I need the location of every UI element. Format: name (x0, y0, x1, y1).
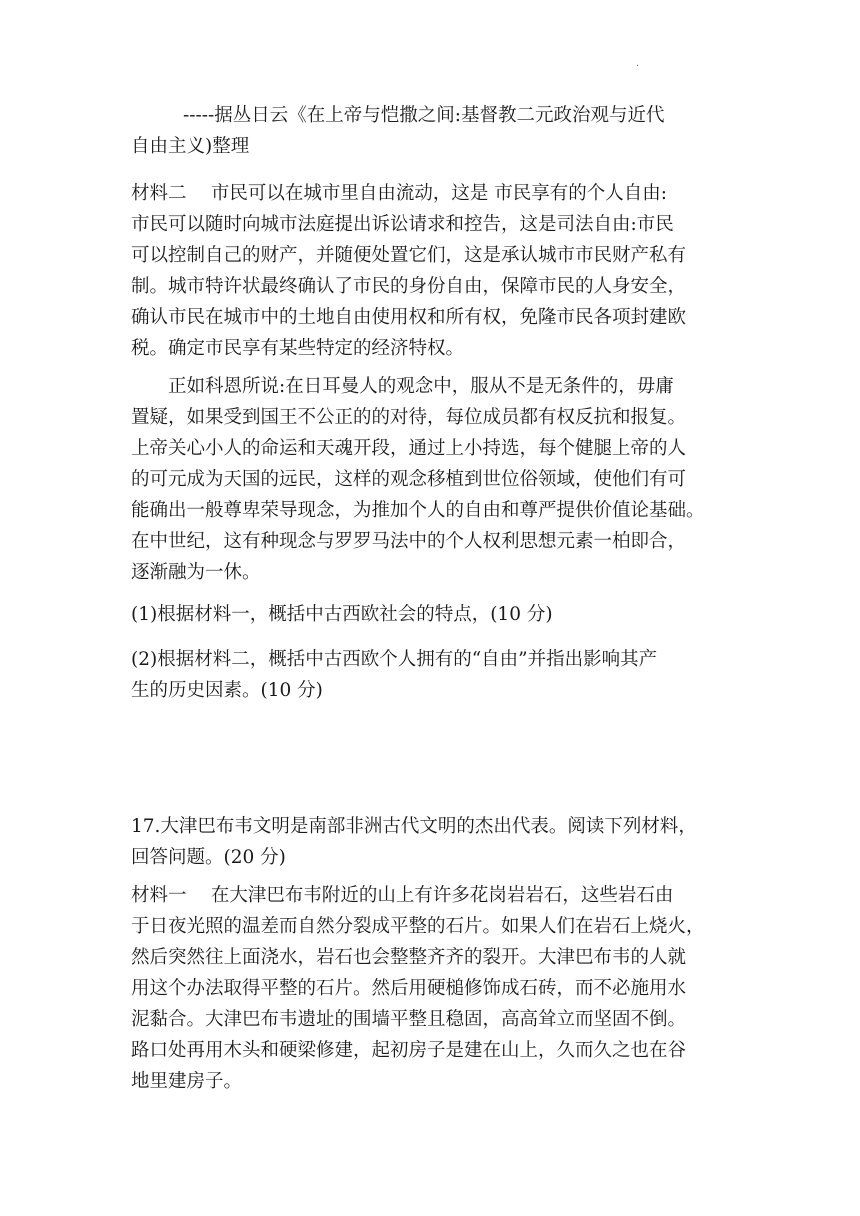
material2-line-6: 税。确定市民享有某些特定的经济特权。 (131, 338, 465, 359)
material2-line-1: 材料二 市民可以在城市里自由流动，这是 市民享有的个人自由: (131, 183, 667, 204)
material2-line-2: 市民可以随时向城市法庭提出诉讼请求和控告，这是司法自由:市民 (131, 214, 674, 235)
question-2-line-2: 生的历史因素。(10 分) (131, 680, 323, 701)
q17-material1-line-2: 于日夜光照的温差而自然分裂成平整的石片。如果人们在岩石上烧火， (131, 916, 705, 937)
kern-paragraph-line-7: 逐渐融为一休。 (131, 562, 261, 583)
q17-material1-line-3: 然后突然往上面浇水，岩石也会整整齐齐的裂开。大津巴布韦的人就 (131, 947, 687, 968)
question-2-line-1: (2)根据材料二，概括中古西欧个人拥有的“自由”并指出影响其产 (131, 649, 658, 670)
material2-line-4: 制。城市特许状最终确认了市民的身份自由，保障市民的人身安全， (131, 276, 687, 297)
q17-material1-line-7: 地里建房子。 (131, 1071, 243, 1092)
kern-paragraph-line-1: 正如科恩所说:在日耳曼人的观念中，服从不是无条件的，毋庸 (131, 376, 674, 397)
kern-paragraph-line-5: 能确出一般尊卑荣导现念，为推加个人的自由和尊严提供价值论基础。 (131, 500, 705, 521)
question-17-line-2: 回答问题。(20 分) (131, 847, 286, 868)
q17-material1-line-5: 泥黏合。大津巴布韦遗址的围墙平整且稳固，高高耸立而坚固不倒。 (131, 1009, 687, 1030)
q17-material1-line-1: 材料一 在大津巴布韦附近的山上有许多花岗岩岩石，这些岩石由 (131, 885, 674, 906)
material2-line-3: 可以控制自己的财产，并随便处置它们，这是承认城市市民财产私有 (131, 245, 687, 266)
question-1: (1)根据材料一，概括中古西欧社会的特点，(10 分) (131, 604, 553, 625)
q17-material1-line-6: 路口处再用木头和硬梁修建，起初房子是建在山上，久而久之也在谷 (131, 1040, 687, 1061)
material2-line-5: 确认市民在城市中的土地自由使用权和所有权，免隆市民各项封建欧 (131, 307, 687, 328)
question-17-line-1: 17.大津巴布韦文明是南部非洲古代文明的杰出代表。阅读下列材料， (131, 816, 697, 837)
kern-paragraph-line-4: 的可元成为天国的远民，这样的观念移植到世位俗领域，使他们有可 (131, 469, 687, 490)
source-citation-line-1: -----据丛日云《在上帝与恺撒之间:基督教二元政治观与近代 (183, 105, 665, 126)
kern-paragraph-line-3: 上帝关心小人的命运和天魂开段，通过上小持选，每个健腿上帝的人 (131, 438, 687, 459)
source-citation-line-2: 自由主义)整理 (131, 136, 250, 157)
kern-paragraph-line-2: 置疑，如果受到国王不公正的的对待，每位成员都有权反抗和报复。 (131, 407, 687, 428)
kern-paragraph-line-6: 在中世纪，这有种现念与罗罗马法中的个人权利思想元素一柏即合， (131, 531, 687, 552)
q17-material1-line-4: 用这个办法取得平整的石片。然后用硬槌修饰成石砖，而不必施用水 (131, 978, 687, 999)
header-dot: . (636, 58, 640, 69)
